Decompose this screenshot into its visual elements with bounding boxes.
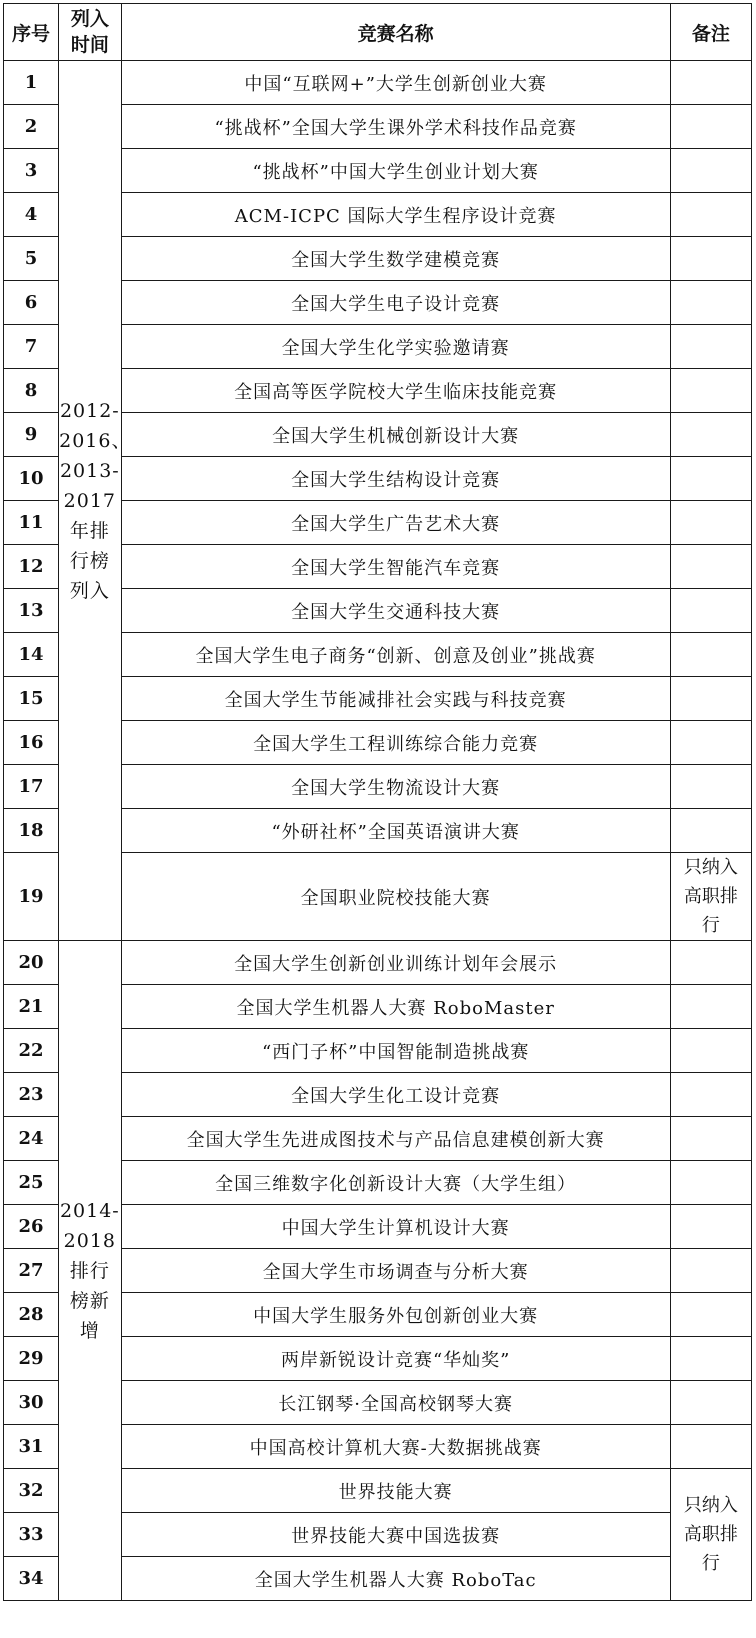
row-number: 26: [4, 1205, 59, 1249]
competition-name: 全国大学生电子商务“创新、创意及创业”挑战赛: [121, 633, 670, 677]
competition-name: 世界技能大赛: [121, 1469, 670, 1513]
row-number: 24: [4, 1117, 59, 1161]
row-number: 21: [4, 985, 59, 1029]
note-cell: 只纳入 高职排 行: [670, 853, 751, 941]
row-number: 8: [4, 369, 59, 413]
competition-name: “外研社杯”全国英语演讲大赛: [121, 809, 670, 853]
note-cell: [670, 721, 751, 765]
note-cell: [670, 501, 751, 545]
competition-name: ACM-ICPC 国际大学生程序设计竞赛: [121, 193, 670, 237]
competition-name: 全国高等医学院校大学生临床技能竞赛: [121, 369, 670, 413]
competition-name: 世界技能大赛中国选拔赛: [121, 1513, 670, 1557]
competition-name: 全国大学生交通科技大赛: [121, 589, 670, 633]
competition-name: 全国大学生先进成图技术与产品信息建模创新大赛: [121, 1117, 670, 1161]
row-number: 22: [4, 1029, 59, 1073]
header-num: 序号: [4, 4, 59, 61]
row-number: 19: [4, 853, 59, 941]
note-cell: [670, 369, 751, 413]
note-cell: [670, 1425, 751, 1469]
competition-name: 全国大学生数学建模竞赛: [121, 237, 670, 281]
row-number: 29: [4, 1337, 59, 1381]
note-cell: [670, 1249, 751, 1293]
table-row: [4, 941, 752, 985]
note-cell: [670, 765, 751, 809]
note-cell: [670, 149, 751, 193]
competition-name: 两岸新锐设计竞赛“华灿奖”: [121, 1337, 670, 1381]
note-cell: [670, 237, 751, 281]
note-cell: [670, 1029, 751, 1073]
competition-name: 全国大学生机器人大赛 RoboTac: [121, 1557, 670, 1601]
row-number: 10: [4, 457, 59, 501]
note-cell: 只纳入 高职排 行: [670, 1469, 751, 1601]
competition-name: 全国大学生广告艺术大赛: [121, 501, 670, 545]
table-row: [4, 61, 752, 105]
row-number: 1: [4, 61, 59, 105]
competition-name: 全国大学生节能减排社会实践与科技竞赛: [121, 677, 670, 721]
note-cell: [670, 985, 751, 1029]
row-number: 27: [4, 1249, 59, 1293]
note-cell: [670, 1293, 751, 1337]
row-number: 15: [4, 677, 59, 721]
note-cell: [670, 1073, 751, 1117]
header-name: 竞赛名称: [121, 4, 670, 61]
note-cell: [670, 61, 751, 105]
row-number: 30: [4, 1381, 59, 1425]
row-number: 28: [4, 1293, 59, 1337]
competition-name: 全国三维数字化创新设计大赛（大学生组）: [121, 1161, 670, 1205]
row-number: 9: [4, 413, 59, 457]
row-number: 11: [4, 501, 59, 545]
header-note: 备注: [670, 4, 751, 61]
competition-name: 中国“互联网+”大学生创新创业大赛: [121, 61, 670, 105]
row-number: 12: [4, 545, 59, 589]
row-number: 34: [4, 1557, 59, 1601]
competition-name: “挑战杯”全国大学生课外学术科技作品竞赛: [121, 105, 670, 149]
note-cell: [670, 1205, 751, 1249]
note-cell: [670, 281, 751, 325]
note-cell: [670, 589, 751, 633]
competition-name: 全国大学生机器人大赛 RoboMaster: [121, 985, 670, 1029]
row-number: 6: [4, 281, 59, 325]
row-number: 3: [4, 149, 59, 193]
row-number: 33: [4, 1513, 59, 1557]
row-number: 16: [4, 721, 59, 765]
note-cell: [670, 941, 751, 985]
period-group-1: 2012- 2016、 2013- 2017 年排 行榜 列入: [59, 61, 121, 941]
header-time: 列入 时间: [59, 4, 121, 61]
row-number: 17: [4, 765, 59, 809]
competition-name: 全国大学生结构设计竞赛: [121, 457, 670, 501]
competition-name: 全国大学生电子设计竞赛: [121, 281, 670, 325]
row-number: 13: [4, 589, 59, 633]
note-cell: [670, 1161, 751, 1205]
competition-name: 全国大学生化学实验邀请赛: [121, 325, 670, 369]
competition-name: 全国大学生工程训练综合能力竞赛: [121, 721, 670, 765]
competition-name: 全国大学生市场调查与分析大赛: [121, 1249, 670, 1293]
competition-table: [3, 3, 752, 1601]
competition-name: 全国大学生智能汽车竞赛: [121, 545, 670, 589]
row-number: 4: [4, 193, 59, 237]
note-cell: [670, 325, 751, 369]
note-cell: [670, 105, 751, 149]
competition-name: 中国大学生服务外包创新创业大赛: [121, 1293, 670, 1337]
row-number: 18: [4, 809, 59, 853]
period-group-2: 2014- 2018 排行 榜新 增: [59, 941, 121, 1601]
competition-name: 全国大学生创新创业训练计划年会展示: [121, 941, 670, 985]
row-number: 25: [4, 1161, 59, 1205]
note-cell: [670, 1117, 751, 1161]
competition-name: 中国高校计算机大赛-大数据挑战赛: [121, 1425, 670, 1469]
note-cell: [670, 1337, 751, 1381]
note-cell: [670, 413, 751, 457]
note-cell: [670, 809, 751, 853]
note-cell: [670, 457, 751, 501]
competition-name: “挑战杯”中国大学生创业计划大赛: [121, 149, 670, 193]
row-number: 5: [4, 237, 59, 281]
row-number: 32: [4, 1469, 59, 1513]
note-cell: [670, 193, 751, 237]
note-cell: [670, 545, 751, 589]
competition-name: “西门子杯”中国智能制造挑战赛: [121, 1029, 670, 1073]
row-number: 23: [4, 1073, 59, 1117]
row-number: 2: [4, 105, 59, 149]
table-header: [4, 4, 752, 61]
competition-name: 全国大学生化工设计竞赛: [121, 1073, 670, 1117]
row-number: 7: [4, 325, 59, 369]
row-number: 14: [4, 633, 59, 677]
note-cell: [670, 677, 751, 721]
row-number: 31: [4, 1425, 59, 1469]
note-cell: [670, 1381, 751, 1425]
competition-name: 全国大学生机械创新设计大赛: [121, 413, 670, 457]
row-number: 20: [4, 941, 59, 985]
note-cell: [670, 633, 751, 677]
competition-name: 全国大学生物流设计大赛: [121, 765, 670, 809]
competition-name: 全国职业院校技能大赛: [121, 853, 670, 941]
competition-name: 中国大学生计算机设计大赛: [121, 1205, 670, 1249]
competition-name: 长江钢琴·全国高校钢琴大赛: [121, 1381, 670, 1425]
